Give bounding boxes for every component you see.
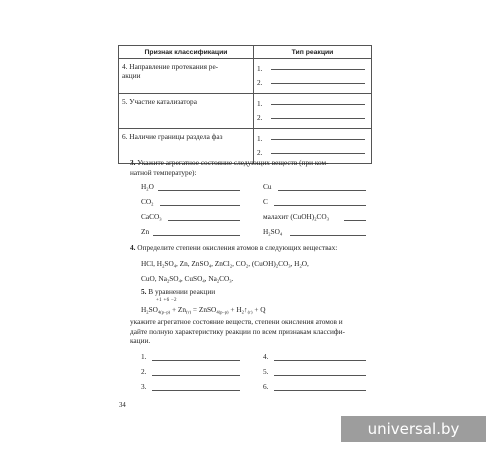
answer-number: 2. <box>141 367 147 376</box>
answer-line[interactable] <box>152 390 240 391</box>
reaction-equation: $H_2SO_{4(р-р)} + Zn_{(т)}$ = ZnSO$_{4(р-р)}$ + $H_2↑_{(г)} + Q$ <box>141 305 266 315</box>
answer-line[interactable] <box>153 235 240 236</box>
task4-text <box>130 243 375 253</box>
task-text: В уравнении реакции <box>146 287 216 296</box>
table-cell-feature <box>119 59 254 94</box>
answer-line[interactable] <box>160 205 240 206</box>
table-cell-feature <box>119 94 254 129</box>
answer-line[interactable] <box>271 68 365 70</box>
task3-text <box>130 158 375 177</box>
task-text: дайте полную характеристику реакции по всем признакам классифи- <box>130 326 345 336</box>
answer-line[interactable] <box>271 152 365 154</box>
task-number: 5. <box>141 287 147 296</box>
answer-line[interactable] <box>271 138 365 140</box>
classification-table <box>118 45 372 164</box>
answer-line[interactable] <box>274 205 366 206</box>
answer-line[interactable] <box>158 190 240 191</box>
feature-text: 4. Направление протекания ре- <box>122 62 219 71</box>
line-number: 2. <box>257 148 263 157</box>
oxidation-states: +1 +6 −2 <box>156 298 177 303</box>
answer-number: 4. <box>263 352 269 361</box>
watermark: universal.by <box>341 416 486 442</box>
substance-h2so4: $H_2SO_4$ <box>263 227 283 237</box>
answer-number: 3. <box>141 382 147 391</box>
line-number: 2. <box>257 78 263 87</box>
feature-text: 5. Участие катализатора <box>122 97 197 106</box>
task-text: Укажите агрегатное состояние следующих веществ (при ком- <box>135 158 329 167</box>
table-cell-types <box>254 94 372 129</box>
answer-line[interactable] <box>152 375 240 376</box>
table-row <box>119 94 372 129</box>
page-number: 34 <box>119 402 126 409</box>
substance-caco3: CaCO$_3$ <box>141 212 162 222</box>
task-text: Определите степени окисления атомов в следующих веществах: <box>135 243 338 252</box>
answer-line[interactable] <box>271 82 365 84</box>
answer-number: 1. <box>141 352 147 361</box>
substance-co2: $CO_2$ <box>141 197 154 207</box>
task-text: укажите агрегатное состояние веществ, степени окисления атомов и <box>130 317 343 326</box>
task-text: кации. <box>130 336 151 345</box>
substance-c: C <box>263 197 268 206</box>
answer-line[interactable] <box>274 360 366 361</box>
table-header-feature: Признак классификации <box>119 46 254 59</box>
answer-line[interactable] <box>278 190 366 191</box>
answer-number: 5. <box>263 367 269 376</box>
answer-number: 6. <box>263 382 269 391</box>
answer-line[interactable] <box>290 235 366 236</box>
answer-line[interactable] <box>271 117 365 119</box>
line-number: 1. <box>257 134 263 143</box>
answer-line[interactable] <box>344 220 366 221</box>
table-row <box>119 59 372 94</box>
substance-h2o: $H_2O$ <box>141 182 154 192</box>
table-header-type: Тип реакции <box>254 46 372 59</box>
answer-line[interactable] <box>274 390 366 391</box>
feature-text: 6. Наличие границы раздела фаз <box>122 132 223 141</box>
task5-text <box>130 317 375 346</box>
line-number: 2. <box>257 113 263 122</box>
gas-arrow-icon: ↑ <box>243 305 248 314</box>
table-cell-types <box>254 59 372 94</box>
substance-cu: Cu <box>263 182 272 191</box>
substance-malachite: малахит $(CuOH)_2CO_3$ <box>263 212 329 222</box>
table-header-row <box>119 46 372 59</box>
answer-line[interactable] <box>152 360 240 361</box>
line-number: 1. <box>257 64 263 73</box>
formula-line-1: HCl, $H_2SO_4$, Zn, ZnSO$_4$, ZnCl$_2$, $CO_2$, $(CuOH)_2CO_3$, $H_2O$, <box>141 259 309 269</box>
formula-line-2: CuO, $Na_2SO_4$, CuSO$_4$, $Na_2CO_3$. <box>141 274 234 284</box>
answer-line[interactable] <box>168 220 240 221</box>
task5-title <box>141 287 215 296</box>
line-number: 1. <box>257 99 263 108</box>
task-number: 3. <box>130 158 136 167</box>
answer-line[interactable] <box>271 103 365 105</box>
task-text: натной температуре): <box>130 167 197 177</box>
answer-line[interactable] <box>274 375 366 376</box>
substance-zn: Zn <box>141 227 150 236</box>
task-number: 4. <box>130 243 136 252</box>
feature-text: акции <box>122 71 141 80</box>
